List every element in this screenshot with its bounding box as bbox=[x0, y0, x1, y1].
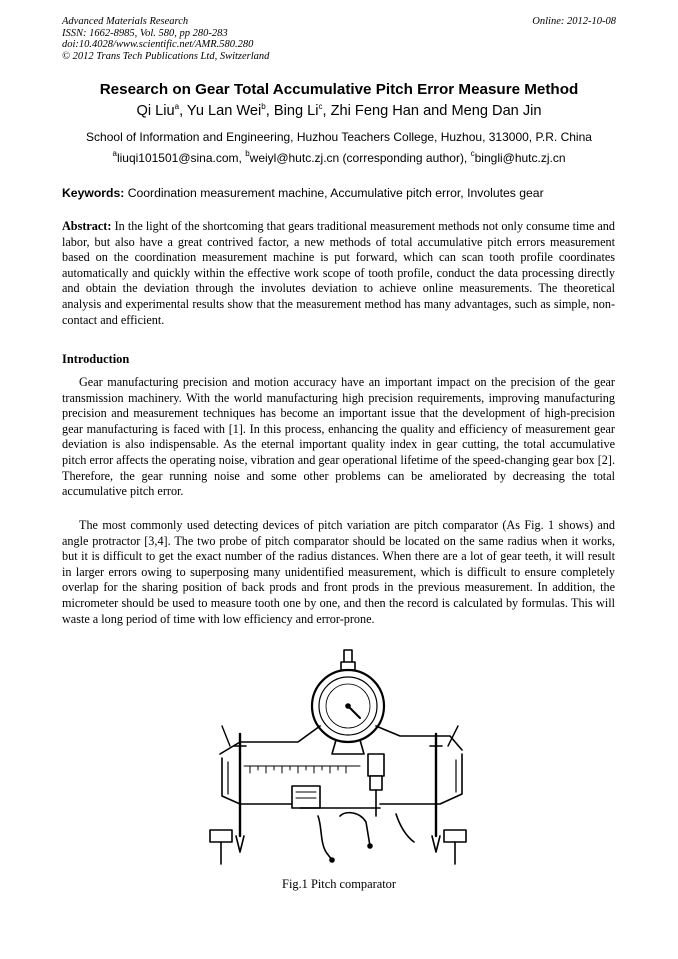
abstract bbox=[62, 219, 615, 328]
copyright-line: © 2012 Trans Tech Publications Ltd, Switzerland bbox=[62, 50, 270, 62]
author-name: Yu Lan Wei bbox=[186, 103, 262, 119]
author-name: Bing Li bbox=[273, 103, 319, 119]
intro-paragraph-1: Gear manufacturing precision and motion accuracy have an important impact on the precision of the gear transmission machinery. With the world manufacturing high precision requirements, improving manufacturing precision and measurement techniques has become an important issue that the development of high-precision gear manufacturing is faced with [1]. In this process, enhancing the quality and efficiency of measurement gear deviation is also indispensable. As the eternal important quality index in gear cutting, the total accumulative pitch error affects the operating noise, vibration and gear operational lifetime of the speed-changing gear box [2]. Therefore, the gear running noise and some other problems can be ameliorated by decreasing the total accumulative pitch error. bbox=[62, 375, 615, 499]
email-a[interactable]: liuqi101501@sina.com, bbox=[116, 151, 242, 165]
abstract-label: Abstract: bbox=[62, 219, 112, 233]
doi-line: doi:10.4028/www.scientific.net/AMR.580.280 bbox=[62, 39, 254, 50]
online-date: Online: 2012-10-08 bbox=[532, 16, 616, 27]
issn-line: ISSN: 1662-8985, Vol. 580, pp 280-283 bbox=[62, 27, 228, 39]
page-header bbox=[62, 16, 616, 62]
author-name: Zhi Feng Han and Meng Dan Jin bbox=[330, 103, 542, 119]
email-c[interactable]: bingli@hutc.zj.cn bbox=[474, 151, 566, 165]
intro-paragraph-2: The most commonly used detecting devices of pitch variation are pitch comparator (As Fig. 1 shows) and angle protractor [3,4]. The two probe of pitch comparator should be located on the same radius when it works, but it is difficult to get the exact number of the radius distances. When there are a lot of gear teeth, it will result in larger errors owing to superposing many unidentified measurement, which is difficult to ensure completely overlap for the sharing position of back prods and front prods in the previous measurement. In addition, the micrometer should be used to measure tooth one by one, and then the record is calculated by formulas. This will waste a long period of time with low efficiency and error-prone. bbox=[62, 518, 615, 626]
pitch-comparator-figure bbox=[200, 646, 480, 876]
email-list bbox=[0, 151, 678, 165]
email-sup: c bbox=[470, 149, 475, 158]
author-list: Qi Liu$^a$, Yu Lan Wei$^b$, Bing Li$^c$, Zhi Feng Han and Meng Dan Jin bbox=[136, 102, 542, 119]
section-heading: Introduction bbox=[62, 352, 130, 366]
keywords-text: Coordination measurement machine, Accumulative pitch error, Involutes gear bbox=[127, 186, 544, 200]
author-sup: b bbox=[261, 102, 266, 111]
abstract-text: In the light of the shortcoming that gears traditional measurement methods not only consume time and labor, but also have a great contrived factor, a new methods of total accumulative pitch errors measurement based on the coordination measurement machine is put forward, which can scan tooth profile coordinates automatically and quickly within the effective work scope of tooth profile, conduct the data processing directly and obtain the deviation through the involutes deviation to achieve online measurements. The theoretical analysis and experimental results show that the measurement method has many advantages, such as simple, non-contact and efficient. bbox=[62, 219, 615, 327]
author-sup: c bbox=[318, 102, 323, 111]
email-sup: b bbox=[245, 149, 250, 158]
journal-name: Advanced Materials Research bbox=[62, 16, 189, 27]
email-b[interactable]: weiyl@hutc.zj.cn (corresponding author), bbox=[249, 151, 468, 165]
affiliation: School of Information and Engineering, Huzhou Teachers College, Huzhou, 313000, P.R. China bbox=[86, 130, 592, 144]
figure-caption: Fig.1 Pitch comparator bbox=[282, 877, 396, 891]
author-sup: a bbox=[174, 102, 180, 111]
keywords bbox=[62, 186, 622, 200]
email-sup: a bbox=[112, 149, 117, 158]
keywords-label: Keywords: bbox=[62, 186, 125, 200]
paper-title: Research on Gear Total Accumulative Pitch Error Measure Method bbox=[99, 81, 579, 98]
author-name: Qi Liu bbox=[136, 103, 175, 119]
